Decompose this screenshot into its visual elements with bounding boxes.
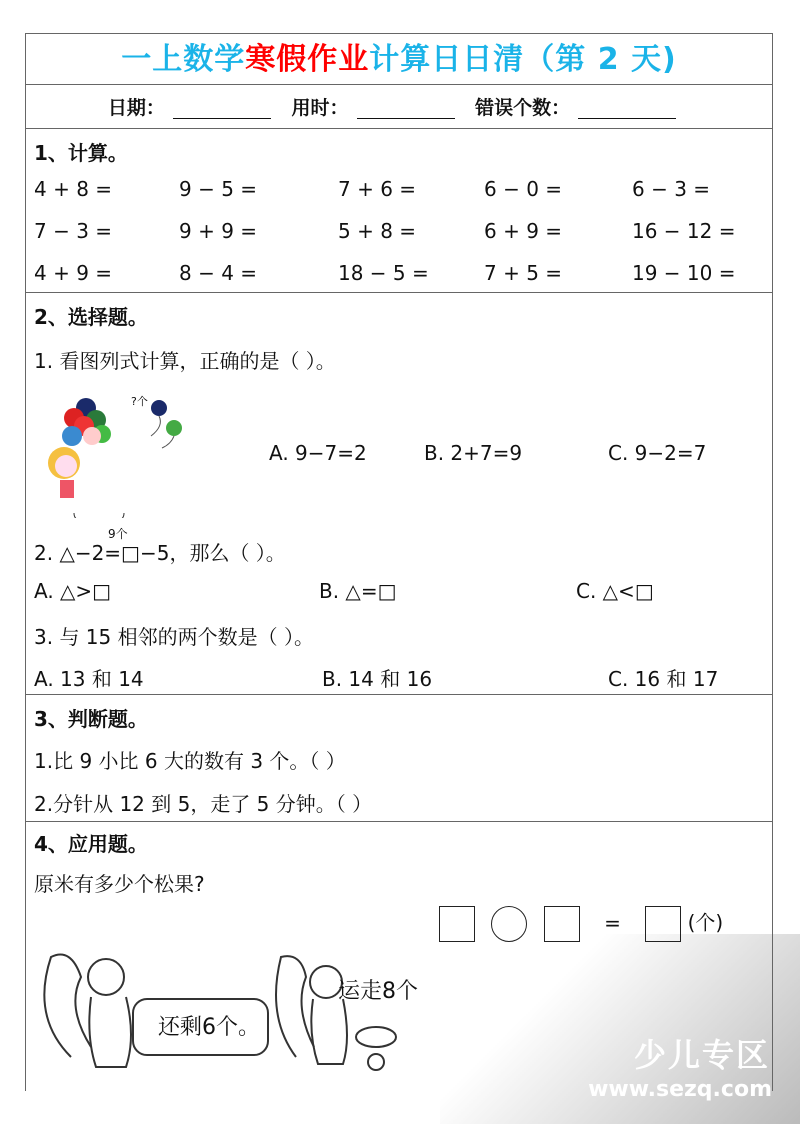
question: 原米有多少个松果?	[34, 872, 205, 896]
watermark-logo: 少儿专区	[633, 1036, 770, 1074]
calc-item: 8 − 4 =	[179, 261, 258, 285]
question: 2.分针从 12 到 5，走了 5 分钟。（ ）	[34, 792, 373, 816]
section-heading: 2、选择题。	[34, 305, 148, 329]
option-b[interactable]: B. △=□	[319, 579, 397, 603]
answer-box[interactable]	[439, 906, 475, 942]
answer-box[interactable]	[645, 906, 681, 942]
option-a[interactable]: A. 9−7=2	[269, 441, 367, 465]
section-application	[26, 822, 772, 1090]
calc-item: 6 + 9 =	[484, 219, 563, 243]
answer-box[interactable]	[544, 906, 580, 942]
image-caption: 运走8个	[338, 979, 418, 1004]
answer-equation	[439, 906, 723, 942]
option-b[interactable]: B. 14 和 16	[322, 667, 433, 691]
calc-item: 4 + 9 =	[34, 261, 113, 285]
section-heading: 3、判断题。	[34, 707, 148, 731]
unit-label: (个)	[687, 910, 724, 935]
calc-item: 7 − 3 =	[34, 219, 113, 243]
question: 1.比 9 小比 6 大的数有 3 个。（ ）	[34, 749, 346, 773]
section-heading: 4、应用题。	[34, 832, 148, 856]
title-highlight: 寒假作业	[245, 42, 370, 77]
squirrels-image	[31, 927, 431, 1087]
image-label: 9个	[108, 527, 128, 541]
calc-item: 9 − 5 =	[179, 177, 258, 201]
balloon-girl-image	[34, 388, 194, 518]
option-a[interactable]: A. △>□	[34, 579, 112, 603]
option-c[interactable]: C. △<□	[576, 579, 654, 603]
section-calc	[26, 129, 772, 293]
date-label: 日期：	[107, 97, 165, 119]
operator-circle[interactable]	[491, 906, 527, 942]
calc-item: 16 − 12 =	[632, 219, 736, 243]
page-title	[26, 34, 772, 85]
title-part: 一上数学	[121, 42, 246, 77]
section-choice	[26, 293, 772, 695]
speech-bubble-text: 还剩6个。	[158, 1015, 260, 1040]
time-label: 用时：	[291, 97, 349, 119]
calc-item: 4 + 8 =	[34, 177, 113, 201]
errors-field[interactable]	[578, 98, 676, 119]
calc-item: 6 − 0 =	[484, 177, 563, 201]
calc-item: 18 − 5 =	[338, 261, 429, 285]
date-field[interactable]	[173, 98, 271, 119]
question: 1. 看图列式计算，正确的是（ ）。	[34, 349, 336, 373]
time-field[interactable]	[357, 98, 455, 119]
question: 3. 与 15 相邻的两个数是（ ）。	[34, 625, 314, 649]
option-b[interactable]: B. 2+7=9	[424, 441, 523, 465]
calc-item: 19 − 10 =	[632, 261, 736, 285]
section-judge	[26, 695, 772, 822]
title-part: 计算日日清（第 2 天)	[369, 42, 677, 77]
calc-item: 7 + 6 =	[338, 177, 417, 201]
watermark-url: www.sezq.com	[588, 1077, 772, 1102]
info-row	[26, 85, 772, 129]
section-heading: 1、计算。	[34, 141, 128, 165]
option-c[interactable]: C. 16 和 17	[608, 667, 719, 691]
option-a[interactable]: A. 13 和 14	[34, 667, 144, 691]
calc-item: 6 − 3 =	[632, 177, 711, 201]
errors-label: 错误个数：	[475, 97, 571, 119]
worksheet	[25, 33, 773, 1091]
equals-sign: =	[604, 910, 621, 935]
calc-item: 9 + 9 =	[179, 219, 258, 243]
calc-item: 7 + 5 =	[484, 261, 563, 285]
image-label: ?个	[131, 395, 148, 408]
calc-item: 5 + 8 =	[338, 219, 417, 243]
question: 2. △−2=□−5，那么（ ）。	[34, 541, 286, 565]
option-c[interactable]: C. 9−2=7	[608, 441, 707, 465]
